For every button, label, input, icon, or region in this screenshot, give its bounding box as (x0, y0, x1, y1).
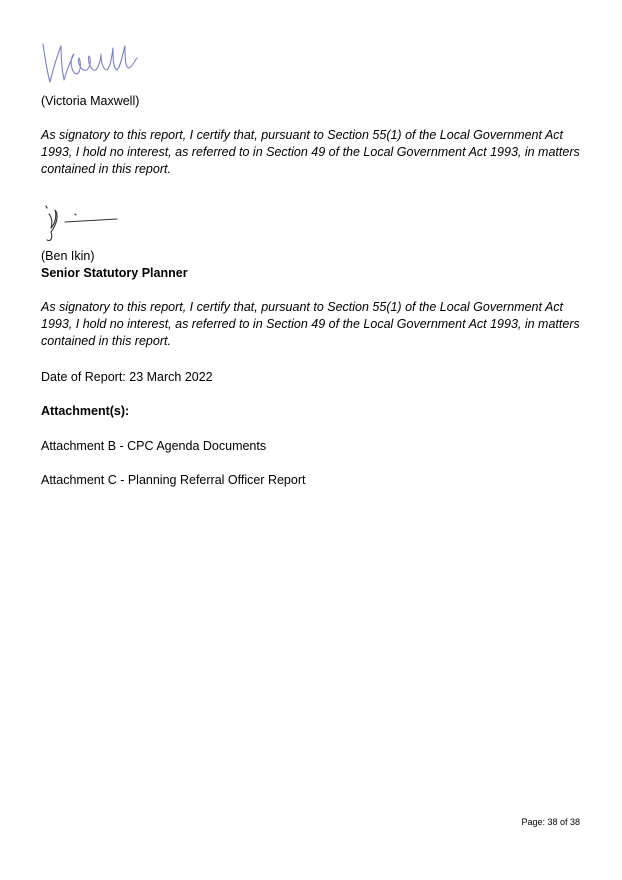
attachments-heading: Attachment(s): (41, 404, 130, 418)
signatory-2-certification: As signatory to this report, I certify that, pursuant to Section 55(1) of the Local Government Act 1993, I hold no interest, as referred to in Section 49 of the Local Government Act 1993, in matters contained in this report. (41, 300, 580, 348)
signature-victoria-maxwell (41, 40, 141, 90)
report-date: Date of Report: 23 March 2022 (41, 370, 213, 384)
page-number: Page: 38 of 38 (521, 817, 580, 827)
signatory-1-name: (Victoria Maxwell) (41, 94, 140, 108)
attachment-item: Attachment C - Planning Referral Officer Report (41, 473, 306, 487)
signatory-2-name: (Ben Ikin) (41, 249, 95, 263)
signatory-1-certification: As signatory to this report, I certify that, pursuant to Section 55(1) of the Local Government Act 1993, I hold no interest, as referred to in Section 49 of the Local Government Act 1993, in matters contained in this report. (41, 128, 580, 176)
handwritten-signature-icon (41, 198, 121, 244)
signatory-2-title: Senior Statutory Planner (41, 266, 188, 280)
attachment-item: Attachment B - CPC Agenda Documents (41, 439, 267, 453)
signature-ben-ikin (41, 198, 121, 244)
handwritten-signature-icon (41, 40, 141, 90)
